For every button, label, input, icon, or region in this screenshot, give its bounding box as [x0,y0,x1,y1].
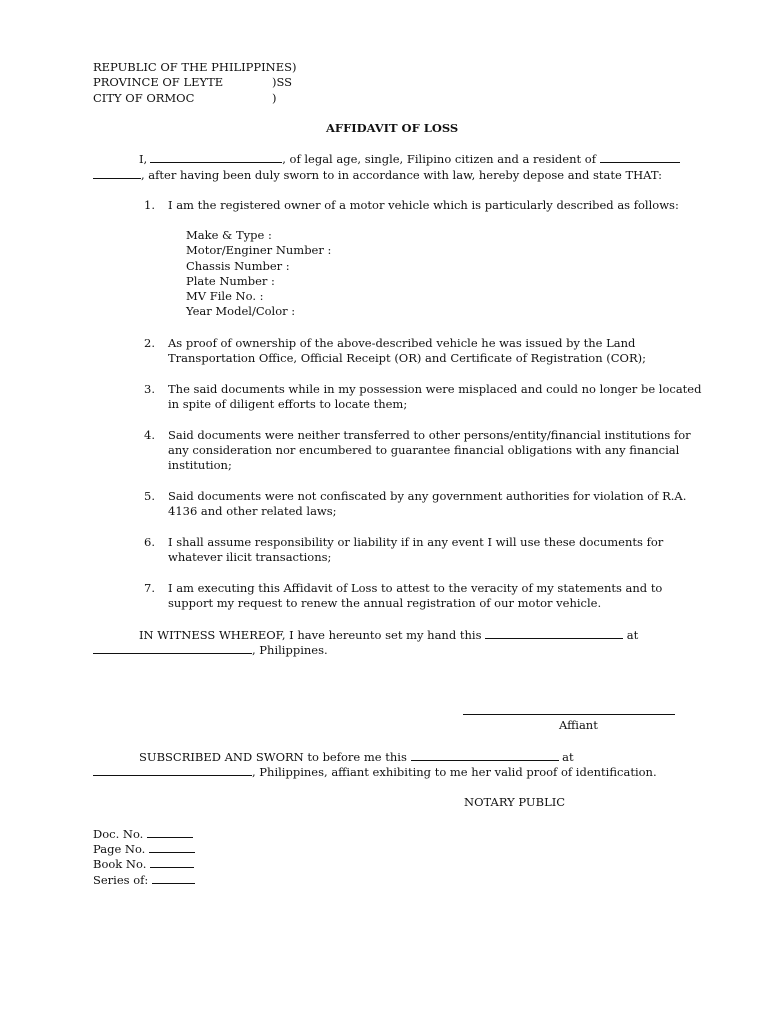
residence-blank-cont[interactable] [93,167,141,179]
intro-line-1 [139,151,680,167]
item-7-number: 7. [144,581,155,595]
subscribed-line-1 [139,749,574,765]
doc-no-blank[interactable] [147,826,193,838]
header-city-paren: ) [272,91,277,105]
field-plate-number: Plate Number : [186,274,275,288]
item-5-line-1: Said documents were not confiscated by any government authorities for violation of R.A. [168,489,687,503]
doc-no-label: Doc. No. [93,827,144,841]
book-no-row [93,856,194,872]
item-1-text: I am the registered owner of a motor vehicle which is particularly described as follows: [168,198,679,212]
item-4-line-1: Said documents were neither transferred to other persons/entity/financial institutions for [168,428,691,442]
item-2-line-1: As proof of ownership of the above-described vehicle he was issued by the Land [168,336,636,350]
item-6-line-1: I shall assume responsibility or liability if in any event I will use these documents for [168,535,664,549]
item-3-line-1: The said documents while in my possession were misplaced and could no longer be located [168,382,702,396]
subscribed-date-blank[interactable] [411,749,559,761]
witness-place-blank[interactable] [93,642,252,654]
series-of-label: Series of: [93,873,149,887]
item-7-line-1: I am executing this Affidavit of Loss to attest to the veracity of my statements and to [168,581,663,595]
field-year-model: Year Model/Color : [186,304,296,318]
item-4-line-3: institution; [168,458,232,472]
book-no-label: Book No. [93,857,147,871]
subscribed-text-1: SUBSCRIBED AND SWORN to before me this [139,750,407,764]
header-city: CITY OF ORMOC [93,91,195,105]
notary-label: NOTARY PUBLIC [464,795,566,809]
page-no-label: Page No. [93,842,146,856]
field-make-type: Make & Type : [186,228,272,242]
affiant-signature-line[interactable] [463,714,675,715]
item-1-number: 1. [144,198,155,212]
subscribed-text-3: , Philippines, affiant exhibiting to me her valid proof of identification. [252,765,657,779]
page-no-blank[interactable] [149,841,195,853]
item-6-number: 6. [144,535,155,549]
item-5-line-2: 4136 and other related laws; [168,504,337,518]
subscribed-place-blank[interactable] [93,764,252,776]
affiant-label: Affiant [559,718,598,732]
intro-text-3: , after having been duly sworn to in accordance with law, hereby depose and state THAT: [141,168,662,182]
witness-text-1: IN WITNESS WHEREOF, I have hereunto set my hand this [139,628,482,642]
document-title: AFFIDAVIT OF LOSS [326,121,459,135]
field-mv-file: MV File No. : [186,289,264,303]
item-2-number: 2. [144,336,155,350]
header-ss: )SS [272,75,293,89]
name-blank[interactable] [150,151,282,163]
intro-text-2: , of legal age, single, Filipino citizen and a resident of [282,152,596,166]
intro-text-1: I, [139,152,148,166]
item-6-line-2: whatever ilicit transactions; [168,550,332,564]
field-chassis-number: Chassis Number : [186,259,290,273]
item-7-line-2: support my request to renew the annual registration of our motor vehicle. [168,596,602,610]
header-province: PROVINCE OF LEYTE [93,75,224,89]
doc-no-row [93,826,193,842]
field-motor-number: Motor/Enginer Number : [186,243,332,257]
residence-blank[interactable] [600,151,680,163]
item-2-line-2: Transportation Office, Official Receipt (OR) and Certificate of Registration (COR); [168,351,647,365]
item-3-number: 3. [144,382,155,396]
witness-text-2: at [626,628,639,642]
series-of-blank[interactable] [152,872,195,884]
item-4-line-2: any consideration nor encumbered to guarantee financial obligations with any financial [168,443,680,457]
book-no-blank[interactable] [150,856,194,868]
subscribed-text-2: at [562,750,574,764]
intro-line-2 [93,167,662,183]
witness-line-1 [139,627,638,643]
witness-text-3: , Philippines. [252,643,328,657]
item-3-line-2: in spite of diligent efforts to locate them; [168,397,408,411]
series-of-row [93,872,195,888]
subscribed-line-2 [93,764,657,780]
item-5-number: 5. [144,489,155,503]
page-no-row [93,841,195,857]
item-4-number: 4. [144,428,155,442]
witness-line-2 [93,642,328,658]
header-republic: REPUBLIC OF THE PHILIPPINES) [93,60,297,74]
witness-date-blank[interactable] [485,627,623,639]
